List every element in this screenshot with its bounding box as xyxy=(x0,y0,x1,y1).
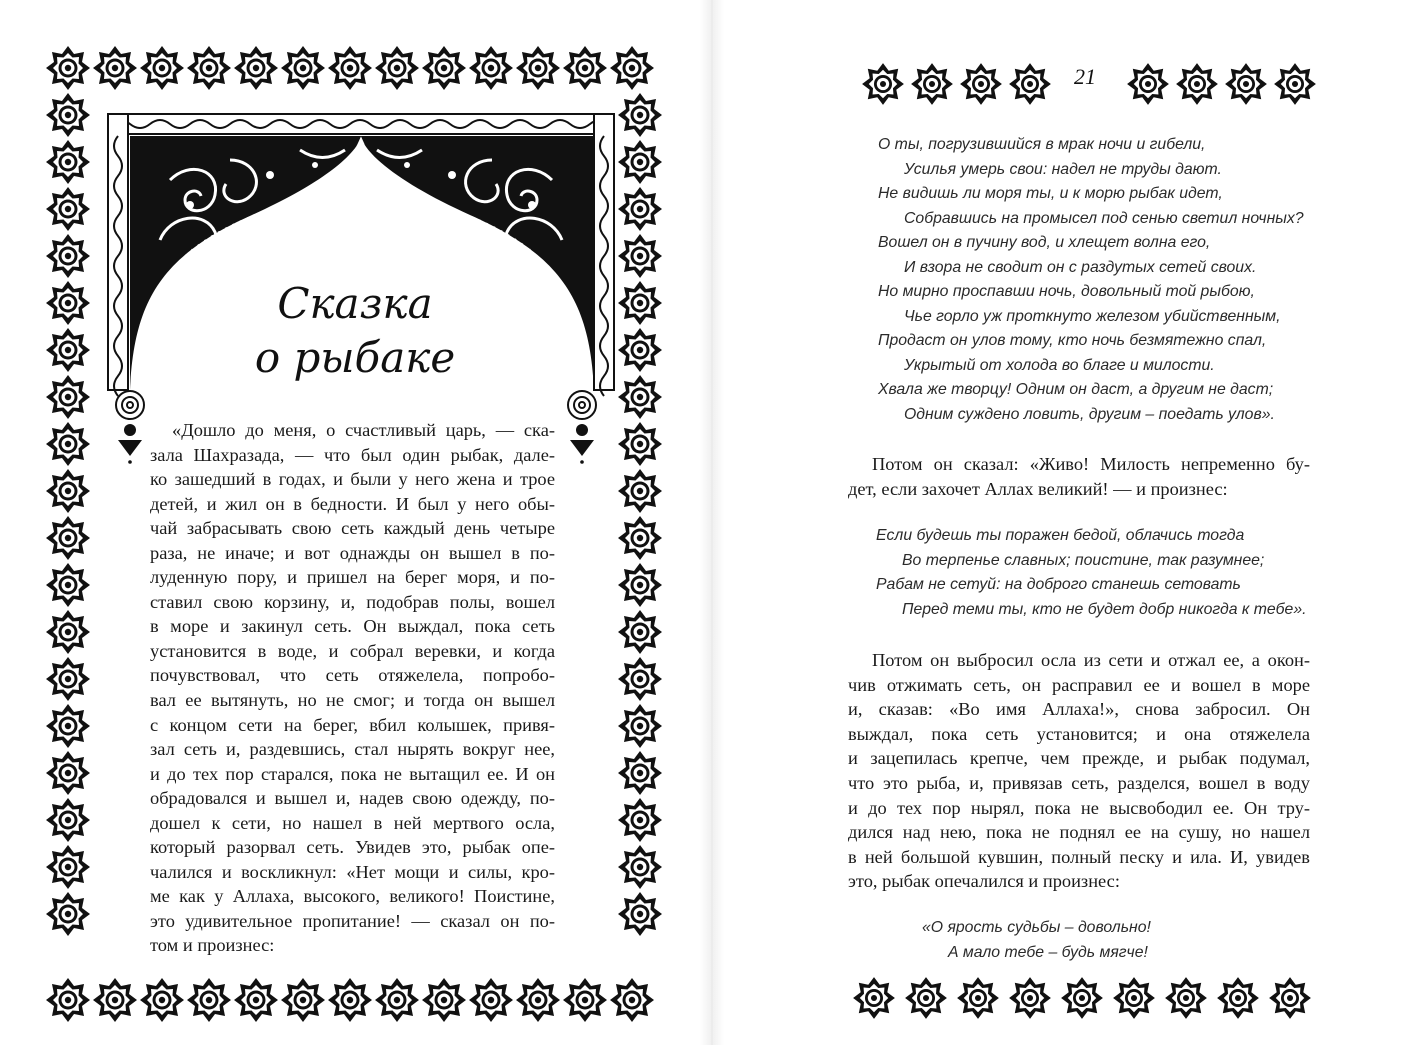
star-ornament-icon xyxy=(1269,977,1311,1019)
story-line: вал ее вытянуть, но не смог; и тогда он вышел xyxy=(150,690,555,711)
star-ornament-icon xyxy=(46,187,90,231)
star-ornament-icon xyxy=(957,977,999,1019)
poem-line: Но мирно проспавши ночь, довольный той рыбою, xyxy=(878,283,1255,300)
prose-line: в ней большой кувшин, полный песку и ила. И, увидев xyxy=(848,846,1310,867)
star-ornament-icon xyxy=(618,328,662,372)
star-ornament-icon xyxy=(46,516,90,560)
star-ornament-icon xyxy=(618,422,662,466)
story-line: раза, не иначе; и вот однажды он вышел в по- xyxy=(150,542,555,563)
star-ornament-icon xyxy=(862,63,904,105)
story-line: дошел к сети, но нашел в ней мертвого осла, xyxy=(150,812,555,833)
poem-line: А мало тебе – будь мягче! xyxy=(948,943,1148,961)
star-ornament-icon xyxy=(46,892,90,936)
prose-line: Потом он выбросил осла из сети и отжал ее, а окон- xyxy=(872,650,1310,670)
star-ornament-icon xyxy=(618,281,662,325)
poem-line: Рабам не сетуй: на доброго станешь сетовать xyxy=(876,576,1241,593)
poem-line: Укрытый от холода во благе и милости. xyxy=(904,356,1215,374)
star-ornament-icon xyxy=(328,46,372,90)
poem-line: Продаст он улов тому, кто ночь безмятежно спал, xyxy=(878,332,1267,349)
star-ornament-icon xyxy=(140,978,184,1022)
star-ornament-icon xyxy=(610,978,654,1022)
star-ornament-icon xyxy=(618,798,662,842)
star-ornament-icon xyxy=(46,610,90,654)
star-ornament-icon xyxy=(46,46,90,90)
star-ornament-icon xyxy=(469,46,513,90)
star-ornament-icon xyxy=(46,328,90,372)
star-ornament-icon xyxy=(618,845,662,889)
story-line: зала Шахразада, — что был один рыбак, дале- xyxy=(150,444,555,465)
star-ornament-icon xyxy=(905,977,947,1019)
poem-line: Усилья умерь свои: надел не труды дают. xyxy=(904,160,1222,178)
poem-line: Во терпенье славных; поистине, так разумнее; xyxy=(902,551,1265,569)
star-ornament-icon xyxy=(1113,977,1155,1019)
star-ornament-icon xyxy=(46,140,90,184)
star-ornament-icon xyxy=(618,704,662,748)
poem-line: Хвала же творцу! Одним он даст, а другим не даст; xyxy=(878,381,1274,398)
paragraph-2 xyxy=(848,648,1310,894)
story-line: «Дошло до меня, о счастливый царь, — ска- xyxy=(172,420,555,440)
star-ornament-icon xyxy=(1009,63,1051,105)
story-line: установится в воде, и собрал веревки, и когда xyxy=(150,640,555,661)
story-line: который разорвал сеть. Увидев это, рыбак опе- xyxy=(150,837,555,858)
story-title-line-2: о рыбаке xyxy=(254,333,456,382)
star-ornament-icon xyxy=(93,46,137,90)
star-ornament-icon xyxy=(618,516,662,560)
story-line: детей, и жил он в бедности. И был у него обы- xyxy=(150,493,555,514)
star-ornament-icon xyxy=(1061,977,1103,1019)
header-ornament-right xyxy=(1122,58,1322,110)
star-ornament-icon xyxy=(375,978,419,1022)
star-ornament-icon xyxy=(1165,977,1207,1019)
poem-1 xyxy=(878,133,1304,427)
star-ornament-icon xyxy=(281,46,325,90)
star-ornament-icon xyxy=(46,469,90,513)
star-ornament-icon xyxy=(1225,63,1267,105)
poem-line: О ты, погрузившийся в мрак ночи и гибели, xyxy=(878,136,1206,153)
story-line: чай забрасывать свою сеть каждый день четыре xyxy=(150,518,555,539)
star-ornament-icon xyxy=(618,234,662,278)
star-ornament-icon xyxy=(46,704,90,748)
star-ornament-icon xyxy=(46,978,90,1022)
star-ornament-icon xyxy=(618,563,662,607)
prose-line: дет, если захочет Аллах великий! — и произнес: xyxy=(848,478,1228,499)
poem-2 xyxy=(876,524,1307,622)
story-line: с концом сети на берег, вбил колышек, привя- xyxy=(150,714,555,735)
star-ornament-icon xyxy=(46,563,90,607)
star-ornament-icon xyxy=(234,46,278,90)
story-line: ставил свою корзину, и, подобрав полы, вошел xyxy=(150,591,555,612)
star-ornament-icon xyxy=(187,46,231,90)
star-ornament-icon xyxy=(46,234,90,278)
star-ornament-icon xyxy=(375,46,419,90)
prose-line: это, рыбак опечалился и произнес: xyxy=(848,871,1120,892)
story-line: луденную пору, и пришел на берег моря, и по- xyxy=(150,567,555,588)
prose-line: выждал, пока сеть установится; и она отяжелела xyxy=(848,723,1310,744)
story-text xyxy=(150,418,555,958)
star-ornament-icon xyxy=(187,978,231,1022)
star-ornament-icon xyxy=(618,610,662,654)
star-ornament-icon xyxy=(1217,977,1259,1019)
story-line: и до тех пор старался, пока не вытащил ее. И он xyxy=(150,763,555,784)
star-ornament-icon xyxy=(1127,63,1169,105)
prose-line: и, сказав: «Во имя Аллаха!», снова забросил. Он xyxy=(848,699,1310,720)
star-ornament-icon xyxy=(281,978,325,1022)
star-ornament-icon xyxy=(46,93,90,137)
star-ornament-icon xyxy=(46,375,90,419)
star-ornament-icon xyxy=(46,845,90,889)
prose-line: чив отжимать сеть, он расправил ее и вошел в море xyxy=(848,674,1310,695)
star-ornament-icon xyxy=(618,187,662,231)
star-ornament-icon xyxy=(46,281,90,325)
poem-line: Одним суждено ловить, другим – поедать улов». xyxy=(904,405,1275,423)
story-line: это удивительное пропитание! — сказал он по- xyxy=(150,910,555,931)
page-number: 21 xyxy=(1074,64,1096,89)
story-line: том и произнес: xyxy=(150,935,275,956)
star-ornament-icon xyxy=(516,978,560,1022)
story-line: ме как у Аллаха, высокого, великого! Поистине, xyxy=(150,886,555,907)
star-ornament-icon xyxy=(46,751,90,795)
story-line: зал сеть и, раздевшись, стал нырять вокруг нее, xyxy=(150,739,555,760)
story-line: обрадовался и вышел и, надев свою одежду, по- xyxy=(150,788,555,809)
star-ornament-icon xyxy=(618,657,662,701)
star-ornament-icon xyxy=(618,469,662,513)
star-ornament-icon xyxy=(563,978,607,1022)
poem-line: И взора не сводит он с раздутых сетей своих. xyxy=(904,258,1257,276)
star-ornament-icon xyxy=(618,892,662,936)
story-line: ко зашедший в годах, и были у него жена и трое xyxy=(150,469,555,490)
star-ornament-icon xyxy=(140,46,184,90)
star-ornament-icon xyxy=(1274,63,1316,105)
star-ornament-icon xyxy=(1176,63,1218,105)
star-ornament-icon xyxy=(46,657,90,701)
prose-line: Потом он сказал: «Живо! Милость непременно бу- xyxy=(872,454,1310,474)
story-line: почувствовал, что сеть отяжелела, попробо- xyxy=(150,665,555,686)
prose-line: и зацепилась крепче, чем прежде, и рыбак подумал, xyxy=(848,748,1310,769)
poem-line: «О ярость судьбы – довольно! xyxy=(922,919,1151,936)
story-line: чалился и воскликнул: «Нет мощи и силы, кро- xyxy=(150,861,555,882)
poem-line: Если будешь ты поражен бедой, облачись тогда xyxy=(876,527,1245,544)
star-ornament-icon xyxy=(46,422,90,466)
star-ornament-icon xyxy=(563,46,607,90)
paragraph-1 xyxy=(848,452,1310,501)
star-ornament-icon xyxy=(469,978,513,1022)
header-ornament-left xyxy=(857,58,1057,110)
prose-line: что это рыба, и, привязав сеть, разделся, вошел в воду xyxy=(848,772,1310,793)
poem-line: Не видишь ли моря ты, и к морю рыбак идет, xyxy=(878,185,1223,202)
story-title-line-1: Сказка xyxy=(277,279,433,328)
poem-line: Вошел он в пучину вод, и хлещет волна его, xyxy=(878,234,1211,251)
star-ornament-icon xyxy=(93,978,137,1022)
star-ornament-icon xyxy=(610,46,654,90)
star-ornament-icon xyxy=(516,46,560,90)
star-ornament-icon xyxy=(911,63,953,105)
prose-line: дился над нею, пока не поднял ее на сушу, но нашел xyxy=(848,822,1310,843)
star-ornament-icon xyxy=(618,751,662,795)
star-ornament-icon xyxy=(1009,977,1051,1019)
star-ornament-icon xyxy=(960,63,1002,105)
prose-line: и до тех пор нырял, пока не высвободил ее. Он тру- xyxy=(848,797,1310,818)
star-ornament-icon xyxy=(618,140,662,184)
star-ornament-icon xyxy=(853,977,895,1019)
star-ornament-icon xyxy=(46,798,90,842)
poem-line: Перед теми ты, кто не будет добр никогда к тебе». xyxy=(902,600,1307,618)
poem-line: Чье горло уж проткнуто железом убийственным, xyxy=(904,307,1281,325)
poem-3 xyxy=(922,916,1151,965)
star-ornament-icon xyxy=(618,375,662,419)
footer-ornament xyxy=(848,972,1318,1024)
star-ornament-icon xyxy=(234,978,278,1022)
star-ornament-icon xyxy=(422,46,466,90)
story-line: в море и закинул сеть. Он выждал, пока сеть xyxy=(150,616,555,637)
star-ornament-icon xyxy=(422,978,466,1022)
poem-line: Собравшись на промысел под сенью светил ночных? xyxy=(904,209,1304,227)
star-ornament-icon xyxy=(328,978,372,1022)
star-ornament-icon xyxy=(618,93,662,137)
